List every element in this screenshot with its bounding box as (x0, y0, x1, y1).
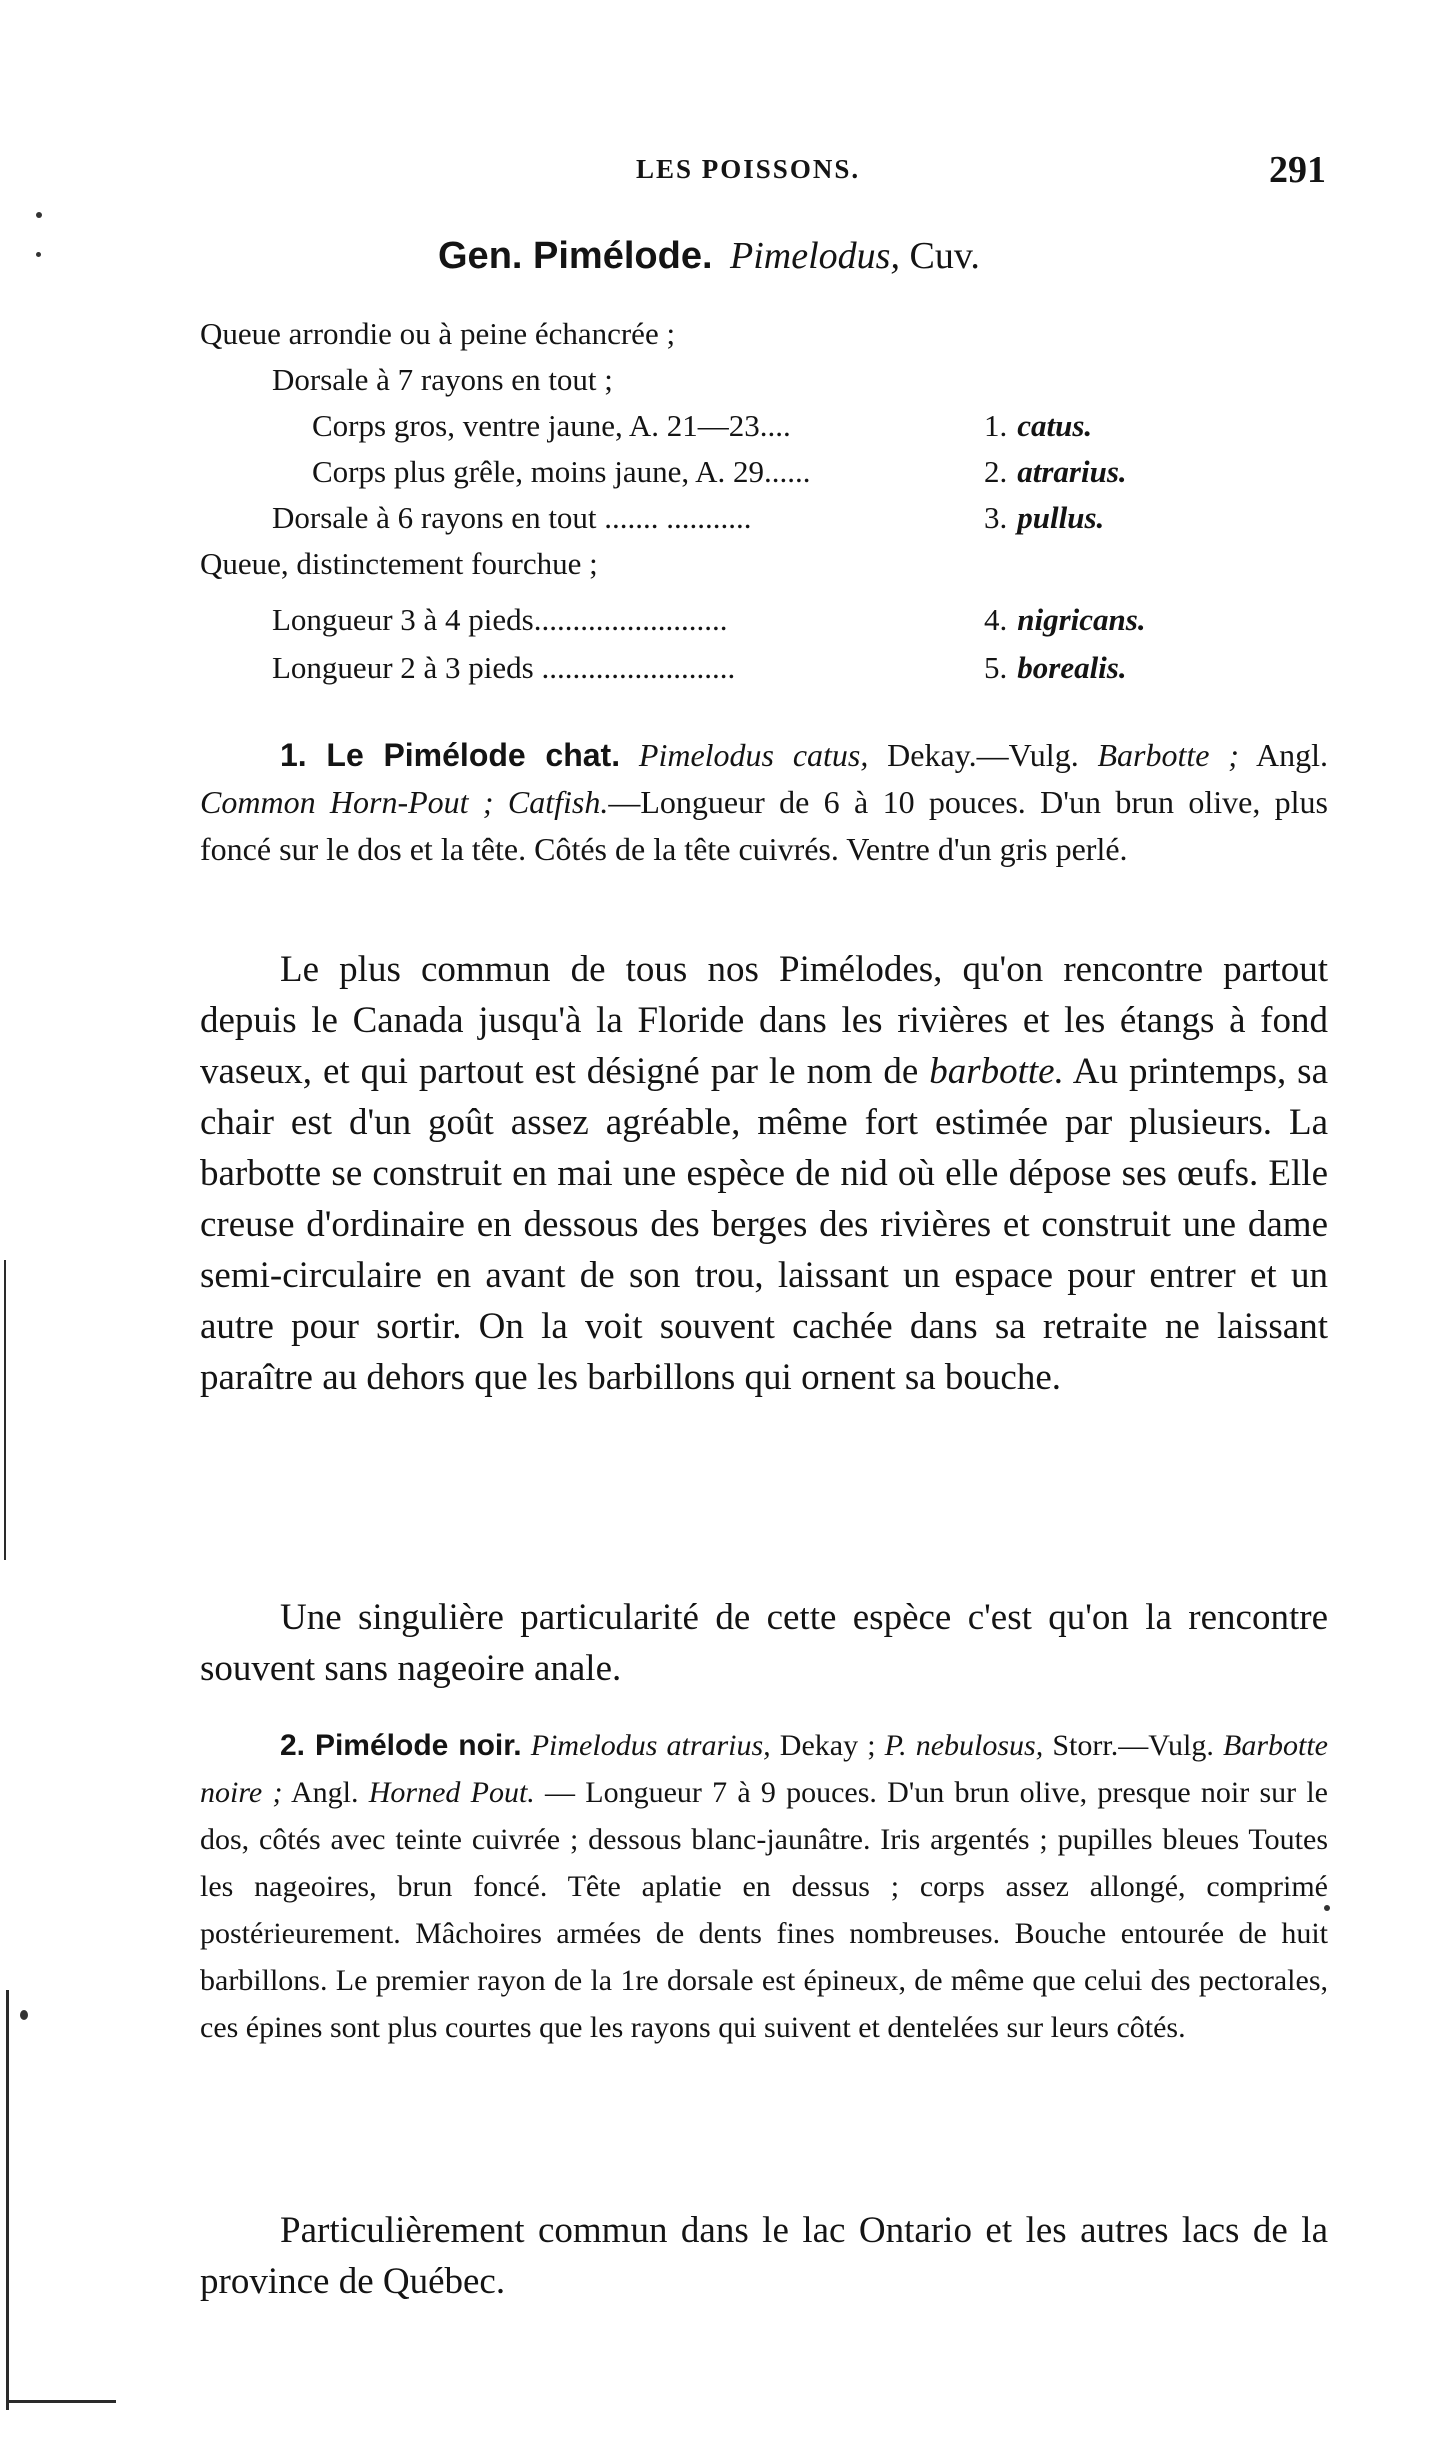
running-title: LES POISSONS. (636, 154, 861, 184)
scan-speck (36, 252, 41, 257)
key-lead: Queue, distinctement fourchue ; (200, 546, 598, 581)
running-head (0, 148, 1440, 198)
scan-edge-line (6, 2400, 116, 2403)
key-number: 2. atrarius. (984, 454, 1127, 489)
paragraph-anal-fin: Une singulière particularité de cette espèce c'est qu'on la rencontre souvent sans nageoire anale. (200, 1597, 1328, 1689)
species-1-description: —Longueur de 6 à 10 pouces. D'un brun olive, plus foncé sur le dos et la tête. Côtés de la tête cuivrés. Ventre d'un gris perlé. (200, 784, 1328, 867)
key-row (272, 602, 1192, 642)
key-row (200, 546, 598, 586)
key-row (272, 650, 1192, 690)
scan-speck (36, 212, 42, 218)
species-1-authority: Dekay.—Vulg. (887, 737, 1079, 773)
species-2-english-label: Angl. (291, 1776, 359, 1809)
species-2-latin: Pimelodus atrarius, (530, 1729, 771, 1762)
species-2-latin-synonym: P. nebulosus, (884, 1729, 1044, 1762)
key-lead: Queue arrondie ou à peine échancrée ; (200, 316, 676, 351)
paragraph-habitat-emphasis: barbotte. (929, 1051, 1064, 1092)
key-lead: Dorsale à 7 rayons en tout ; (272, 362, 613, 397)
paragraph-habitat (200, 944, 1328, 1403)
key-species: atrarius. (1017, 454, 1127, 489)
key-species: catus. (1017, 408, 1093, 443)
key-lead: Longueur 3 à 4 pieds......................... (272, 602, 728, 637)
key-lead: Corps plus grêle, moins jaune, A. 29...... (312, 454, 811, 489)
key-lead: Dorsale à 6 rayons en tout ....... ........... (272, 500, 752, 535)
scan-edge-line (4, 1260, 6, 1560)
key-lead: Longueur 2 à 3 pieds ......................... (272, 650, 736, 685)
key-species: pullus. (1017, 500, 1105, 535)
species-2-heading: 2. Pimélode noir. (280, 1729, 522, 1762)
key-row (312, 454, 1192, 494)
key-species: borealis. (1017, 650, 1127, 685)
genus-label: Gen. Pimélode. (438, 235, 713, 277)
species-1-latin: Pimelodus catus, (638, 737, 869, 773)
page-number: 291 (1269, 149, 1326, 191)
species-1-vulgar-name: Barbotte ; (1097, 737, 1239, 773)
paragraph-closing: Particulièrement commun dans le lac Ontario et les autres lacs de la province de Québec. (200, 2210, 1328, 2302)
species-1-english-label: Angl. (1256, 737, 1328, 773)
key-row (312, 408, 1192, 448)
paragraph-habitat-text: Le plus commun de tous nos Pimélodes, qu'on rencontre partout depuis le Canada jusqu'à la Floride dans les rivières et les étangs à fond vaseux, et qui partout est désigné par le nom de (200, 949, 1328, 1092)
key-species: nigricans. (1017, 602, 1146, 637)
key-number: 1. catus. (984, 408, 1093, 443)
genus-author: Cuv. (909, 235, 980, 277)
species-1-heading: 1. Le Pimélode chat. (280, 737, 621, 773)
key-number: 3. pullus. (984, 500, 1105, 535)
species-2-english-name: Horned Pout. (368, 1776, 535, 1809)
key-row (200, 316, 675, 356)
species-2-entry (200, 1722, 1328, 2051)
scan-edge-line (6, 1990, 9, 2410)
scan-speck (20, 2010, 28, 2020)
genus-heading (438, 234, 980, 278)
species-1-english-name: Common Horn-Pout ; Catfish. (200, 784, 609, 820)
genus-latin: Pimelodus, (730, 235, 900, 277)
scan-speck (1324, 1905, 1330, 1911)
species-2-authority: Dekay ; (779, 1729, 876, 1762)
species-2-authority-2: Storr.—Vulg. (1052, 1729, 1214, 1762)
key-number: 5. borealis. (984, 650, 1127, 685)
species-2-description: — Longueur 7 à 9 pouces. D'un brun olive, presque noir sur le dos, côtés avec teinte cuivrée ; dessous blanc-jaunâtre. Iris argentés ; pupilles bleues Toutes les nageoires, brun foncé. Tête aplatie en dessus ; corps assez allongé, comprimé postérieurement. Mâchoires armées de dents fines nombreuses. Bouche entourée de huit barbillons. Le premier rayon de la 1re dorsale est épineux, de même que celui des pectorales, ces épines sont plus courtes que les rayons qui suivent et dentelées sur leurs côtés. (200, 1776, 1329, 2044)
key-row (272, 362, 613, 402)
key-number: 4. nigricans. (984, 602, 1146, 637)
key-lead: Corps gros, ventre jaune, A. 21—23.... (312, 408, 791, 443)
key-row (272, 500, 1192, 540)
species-1-entry (200, 732, 1328, 873)
paragraph-habitat-text-cont: Au printemps, sa chair est d'un goût assez agréable, même fort estimée par plusieurs. La barbotte se construit en mai une espèce de nid où elle dépose ses œufs. Elle creuse d'ordinaire en dessous des berges des rivières et construit une dame semi-circulaire en avant de son trou, laissant un espace pour entrer et un autre pour sortir. On la voit souvent cachée dans sa retraite ne laissant paraître au dehors que les barbillons qui ornent sa bouche. (200, 1051, 1329, 1398)
species-2-vulgar-name: Barbotte noire ; (200, 1729, 1328, 1809)
